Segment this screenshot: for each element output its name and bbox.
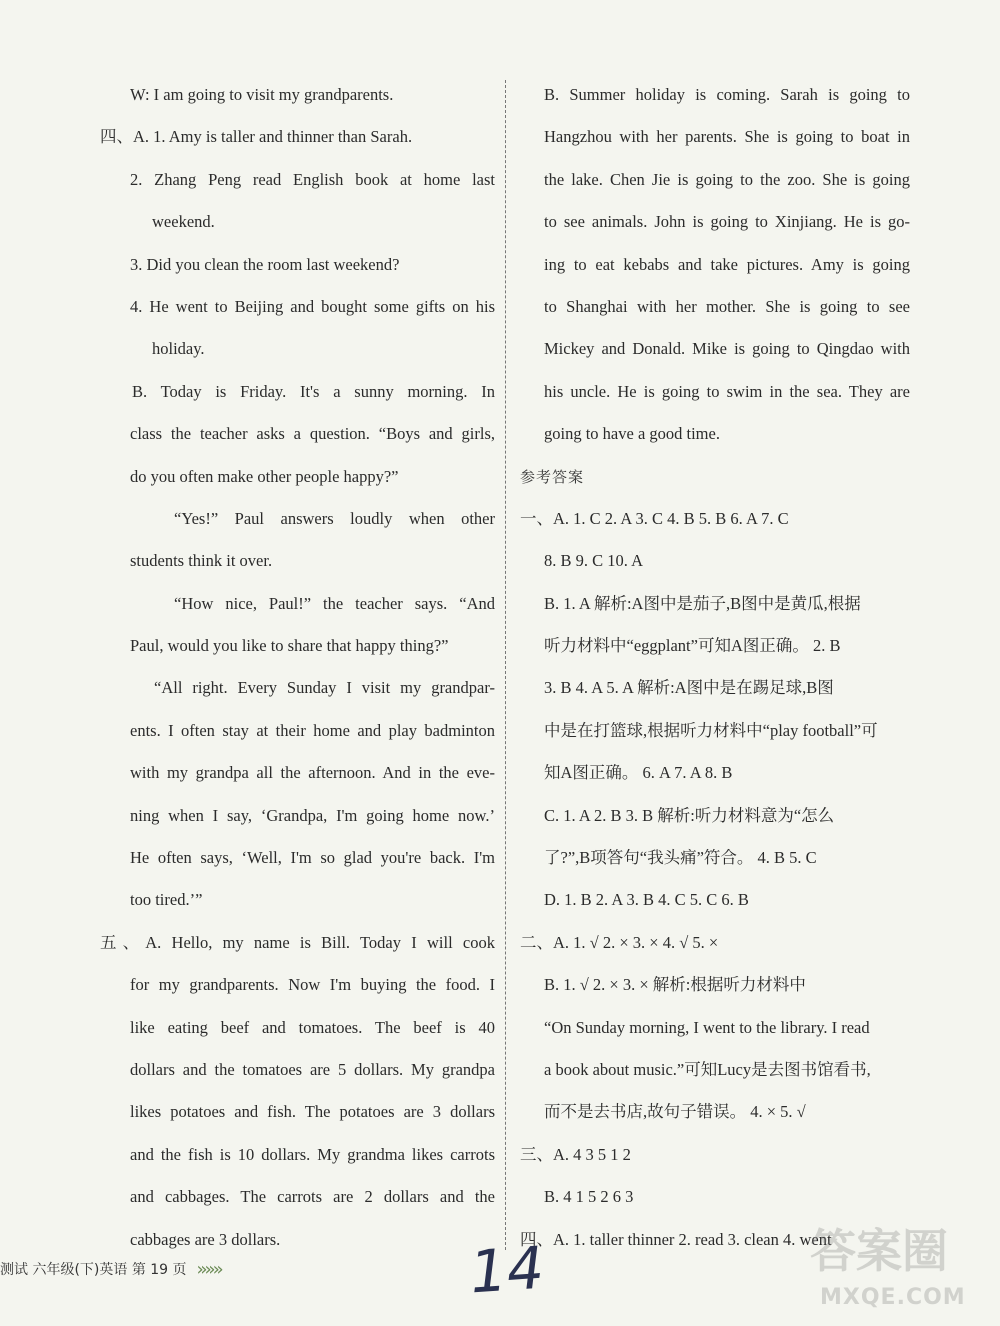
text-line: weekend.	[152, 212, 215, 232]
text-line: 4. He went to Beijing and bought some gifts on his	[130, 296, 495, 316]
text-line: the lake. Chen Jie is going to the zoo. She is going	[544, 169, 910, 189]
text-line: B. 1. √ 2. × 3. × 解析:根据听力材料中	[544, 975, 806, 995]
text-line: “On Sunday morning, I went to the library. I read	[544, 1017, 870, 1037]
text-line: Mickey and Donald. Mike is going to Qingdao with	[544, 339, 910, 359]
text-line: 三、A. 4 3 5 1 2	[520, 1144, 631, 1164]
text-line: 3. Did you clean the room last weekend?	[130, 254, 400, 274]
section-heading: 参考答案	[520, 467, 585, 486]
text-line: for my grandparents. Now I'm buying the food. I	[130, 975, 495, 995]
text-line: Hangzhou with her parents. She is going to boat in	[544, 127, 910, 147]
text-line: ents. I often stay at their home and play badminton	[130, 720, 495, 740]
text-line: “Yes!” Paul answers loudly when other	[174, 508, 495, 528]
text-line: 一、A. 1. C 2. A 3. C 4. B 5. B 6. A 7. C	[520, 508, 789, 528]
text-line: 2. Zhang Peng read English book at home last	[130, 169, 495, 189]
text-line: 五、A. Hello, my name is Bill. Today I will cook	[100, 932, 495, 952]
text-line: students think it over.	[130, 551, 273, 571]
text-line: ing to eat kebabs and take pictures. Amy is going	[544, 254, 910, 274]
text-line: B. 4 1 5 2 6 3	[544, 1187, 634, 1207]
text-line: to Shanghai with her mother. She is going to see	[544, 296, 910, 316]
text-line: 8. B 9. C 10. A	[544, 551, 644, 571]
text-line: holiday.	[152, 339, 205, 359]
text-line: B. 1. A 解析:A图中是茄子,B图中是黄瓜,根据	[544, 593, 861, 613]
column-divider	[505, 80, 506, 1250]
text-line: to see animals. John is going to Xinjiang. He is go-	[544, 212, 910, 232]
text-line: and cabbages. The carrots are 2 dollars and the	[130, 1187, 495, 1207]
text-line: likes potatoes and fish. The potatoes are 3 dollars	[130, 1102, 495, 1122]
text-line: 四、A. 1. Amy is taller and thinner than Sarah.	[100, 127, 413, 147]
text-line: his uncle. He is going to swim in the sea. They are	[544, 381, 910, 401]
footer-label: 测试 六年级(下)英语 第 19 页	[0, 1262, 187, 1278]
text-line: with my grandpa all the afternoon. And in the eve-	[130, 763, 495, 783]
text-line: class the teacher asks a question. “Boys and girls,	[130, 424, 495, 444]
text-line: D. 1. B 2. A 3. B 4. C 5. C 6. B	[544, 890, 749, 910]
text-line: do you often make other people happy?”	[130, 466, 399, 486]
text-line: cabbages are 3 dollars.	[130, 1229, 281, 1249]
watermark-logo	[800, 1215, 990, 1315]
text-line: C. 1. A 2. B 3. B 解析:听力材料意为“怎么	[544, 805, 835, 825]
text-line: 知A图正确。 6. A 7. A 8. B	[544, 763, 733, 783]
text-line: 二、A. 1. √ 2. × 3. × 4. √ 5. ×	[520, 932, 719, 952]
text-line: B. Today is Friday. It's a sunny morning. In	[132, 381, 495, 401]
text-line: 而不是去书店,故句子错误。 4. × 5. √	[544, 1102, 806, 1122]
handwritten-page-number: 14	[467, 1233, 547, 1307]
text-line: going to have a good time.	[544, 424, 720, 444]
arrows-icon: »»»	[196, 1258, 221, 1280]
text-line: dollars and the tomatoes are 5 dollars. My grandpa	[130, 1059, 495, 1079]
text-line: “All right. Every Sunday I visit my grandpar-	[154, 678, 495, 698]
text-line: W: I am going to visit my grandparents.	[130, 85, 394, 104]
text-line: 中是在打篮球,根据听力材料中“play football”可	[544, 720, 878, 740]
text-line: “How nice, Paul!” the teacher says. “And	[174, 593, 495, 613]
text-line: 3. B 4. A 5. A 解析:A图中是在踢足球,B图	[544, 678, 834, 698]
text-line: B. Summer holiday is coming. Sarah is going to	[544, 85, 910, 104]
text-line: 了?”,B项答句“我头痛”符合。 4. B 5. C	[544, 848, 817, 868]
watermark-url: MXQE.COM	[820, 1285, 966, 1310]
left-column	[100, 74, 495, 1261]
text-line: a book about music.”可知Lucy是去图书馆看书,	[544, 1059, 871, 1079]
text-line: Paul, would you like to share that happy thing?”	[130, 636, 449, 656]
right-column	[520, 74, 910, 1261]
text-line: too tired.’”	[130, 890, 203, 910]
text-line: He often says, ‘Well, I'm so glad you're back. I'm	[130, 848, 495, 868]
text-line: ning when I say, ‘Grandpa, I'm going home now.’	[130, 805, 495, 825]
text-line: like eating beef and tomatoes. The beef is 40	[130, 1017, 495, 1037]
text-line: 四、A. 1. taller thinner 2. read 3. clean 4. went	[520, 1229, 832, 1249]
watermark-text: 答案圈	[810, 1224, 948, 1278]
text-line: 听力材料中“eggplant”可知A图正确。 2. B	[544, 636, 841, 656]
page-footer	[0, 1254, 320, 1284]
text-line: and the fish is 10 dollars. My grandma likes carrots	[130, 1144, 495, 1164]
